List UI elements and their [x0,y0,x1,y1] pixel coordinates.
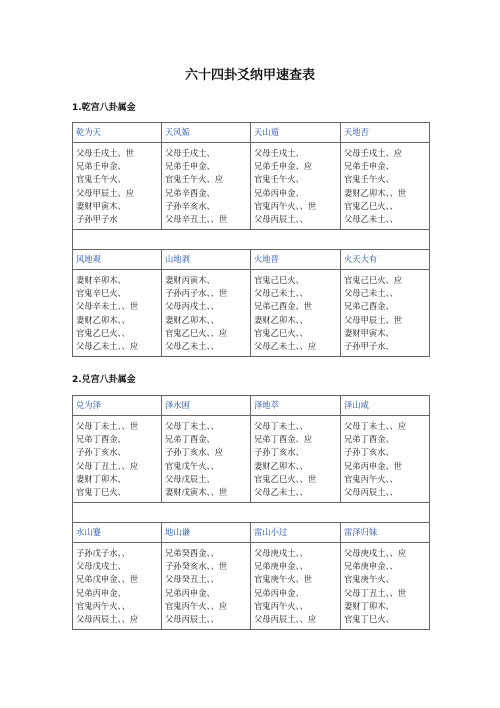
spacer-cell [73,230,430,250]
yao-line: 父母丙辰土、、 [165,614,219,625]
yao-line: 官鬼乙巳火、、 [344,200,398,211]
yao-line: 妻财辛卯木、 [76,275,126,285]
yao-line: 官鬼庚午火、 [344,574,394,585]
yao-line: 父母丙辰土、、应 [254,614,317,625]
hexagram-name: 水山蹇 [73,523,162,543]
yao-line: 父母庚戌土、、应 [344,548,407,558]
yao-line: 兄弟丙申金、世 [344,460,403,471]
yao-line: 子孙丁亥水、 [76,447,126,458]
yao-line: 官鬼壬午火、 [254,174,304,185]
yao-line: 官鬼乙巳火、、应 [165,327,228,338]
yao-line: 父母甲辰土、应 [76,187,135,198]
yao-line: 父母辛未土、、世 [76,301,139,312]
yao-line: 子孙丁亥水、 [254,447,304,458]
yao-line: 官鬼丙午火、、 [344,473,398,484]
hexagram-name: 雷山小过 [251,523,341,543]
yao-line: 父母丙辰土、、 [344,487,398,498]
yao-line: 兄弟丁酉金、 [76,434,126,445]
hexagram-name: 天风姤 [162,123,251,143]
yao-line: 子孙丁亥水、应 [165,447,224,458]
yao-line: 官鬼辛巳火、 [76,288,126,299]
yao-line: 官鬼己巳火、 [254,275,304,285]
yao-line: 父母庚戌土、、 [254,548,308,558]
hexagram-name-row [73,123,430,143]
spacer-cell [73,503,430,523]
yao-line: 官鬼戊午火、、 [165,460,219,471]
yao-line: 父母己未土、、 [344,288,398,299]
spacer-row [73,230,430,250]
hexagram-lines [162,416,251,503]
hexagram-table-dui [72,395,430,630]
yao-line: 官鬼丙午火、、应 [165,600,228,611]
yao-line: 父母癸丑土、、 [165,574,219,585]
yao-line: 妻财戊寅木、、世 [165,487,228,498]
yao-line: 兄弟丁酉金、应 [254,434,313,445]
yao-line: 官鬼壬午火、应 [165,174,224,185]
hexagram-lines [162,543,251,630]
hexagram-name: 山地剥 [162,250,251,270]
yao-line: 父母丁未土、、 [165,421,219,431]
hexagram-lines-row [73,543,430,630]
yao-line: 兄弟丁酉金、 [165,434,215,445]
yao-line: 妻财丁卯木、 [76,473,126,484]
hexagram-name: 天地否 [341,123,430,143]
yao-line: 父母乙未土、、 [254,487,308,498]
hexagram-lines [341,270,430,357]
section-heading: 2.兑宫八卦属金 [72,375,136,385]
yao-line: 兄弟丙申金、 [254,587,304,598]
yao-line: 父母乙未土、、 [344,214,398,225]
hexagram-name: 风地观 [73,250,162,270]
hexagram-name: 雷泽归妹 [341,523,430,543]
yao-line: 妻财乙卯木、、 [165,314,219,325]
yao-line: 兄弟丙申金、 [76,587,126,598]
hexagram-name: 泽山咸 [341,396,430,416]
hexagram-name: 天山遁 [251,123,341,143]
yao-line: 父母壬戌土、世 [76,148,135,158]
yao-line: 父母壬戌土、 [254,148,304,158]
page-title: 六十四卦爻纳甲速查表 [184,68,315,83]
yao-line: 子孙丙子水、、世 [165,288,228,299]
hexagram-name: 兑为泽 [73,396,162,416]
yao-line: 父母乙未土、、应 [76,341,139,352]
yao-line: 子孙丁亥水、 [344,447,394,458]
yao-line: 官鬼丁巳火、 [344,614,394,625]
hexagram-lines [251,270,341,357]
hexagram-name: 火地晋 [251,250,341,270]
yao-line: 子孙甲子水 [76,214,118,225]
yao-line: 妻财乙卯木、、 [76,314,130,325]
yao-line: 妻财甲寅木、 [344,327,394,338]
yao-line: 父母壬戌土、 [165,148,215,158]
hexagram-lines-row [73,143,430,230]
yao-line: 官鬼壬午火、 [344,174,394,185]
yao-line: 父母乙未土、、 [165,341,219,352]
yao-line: 父母丙戌土、、 [165,301,219,312]
yao-line: 兄弟壬申金、应 [254,161,313,172]
yao-line: 兄弟戊申金、、世 [76,574,139,585]
hexagram-lines [251,416,341,503]
yao-line: 官鬼丙午火、、 [76,600,130,611]
yao-line: 父母辛丑土、、世 [165,214,228,225]
hexagram-lines [341,143,430,230]
yao-line: 父母丁未土、、 [254,421,308,431]
yao-line: 官鬼丁巳火、 [76,487,126,498]
yao-line: 官鬼己巳火、应 [344,275,403,285]
yao-line: 妻财丙寅木、 [165,275,215,285]
hexagram-lines [251,543,341,630]
hexagram-name: 泽水困 [162,396,251,416]
yao-line: 妻财甲寅木、 [76,200,126,211]
yao-line: 官鬼壬午火、 [76,174,126,185]
yao-line: 妻财乙卯木、、世 [344,187,407,198]
yao-line: 父母丙辰土、、应 [76,614,139,625]
yao-line: 父母丁丑土、、应 [76,460,139,471]
spacer-row [73,503,430,523]
hexagram-name-row [73,523,430,543]
hexagram-lines [341,543,430,630]
yao-line: 父母丁丑土、、世 [344,587,407,598]
yao-line: 兄弟丁酉金、 [344,434,394,445]
yao-line: 父母戊戌土、 [76,561,126,572]
yao-line: 父母戊辰土、 [165,473,215,484]
hexagram-lines [73,270,162,357]
yao-line: 子孙辛亥水、 [165,200,215,211]
yao-line: 妻财乙卯木、、 [254,314,308,325]
hexagram-lines [73,543,162,630]
yao-line: 父母己未土、、 [254,288,308,299]
yao-line: 父母丙辰土、、 [254,214,308,225]
hexagram-lines-row [73,416,430,503]
hexagram-name-row [73,250,430,270]
yao-line: 子孙戊子水、、 [76,548,130,558]
yao-line: 官鬼乙巳火、、 [76,327,130,338]
yao-line: 官鬼乙巳火、、 [254,327,308,338]
yao-line: 妻财乙卯木、、 [254,460,308,471]
yao-line: 父母乙未土、、应 [254,341,317,352]
hexagram-name: 火天大有 [341,250,430,270]
yao-line: 官鬼丙午火、、世 [254,200,317,211]
hexagram-lines [341,416,430,503]
hexagram-lines [162,270,251,357]
hexagram-name: 乾为天 [73,123,162,143]
yao-line: 兄弟己酉金、世 [254,301,313,312]
yao-line: 父母壬戌土、应 [344,148,403,158]
yao-line: 兄弟壬申金、 [76,161,126,172]
hexagram-lines [251,143,341,230]
hexagram-table-qian [72,122,430,357]
yao-line: 兄弟丙申金、 [254,187,304,198]
yao-line: 兄弟壬申金、 [344,161,394,172]
hexagram-name: 泽地萃 [251,396,341,416]
yao-line: 兄弟庚申金、、 [344,561,398,572]
yao-line: 兄弟癸酉金、、 [165,548,219,558]
yao-line: 子孙癸亥水、、世 [165,561,228,572]
yao-line: 官鬼庚午火、世 [254,574,313,585]
yao-line: 父母甲辰土、世 [344,314,403,325]
yao-line: 兄弟壬申金、 [165,161,215,172]
hexagram-lines [73,143,162,230]
hexagram-lines [73,416,162,503]
yao-line: 子孙甲子水、 [344,341,394,352]
yao-line: 兄弟辛酉金、 [165,187,215,198]
yao-line: 官鬼乙巳火、、世 [254,473,317,484]
yao-line: 妻财丁卯木、 [344,600,394,611]
hexagram-name-row [73,396,430,416]
yao-line: 父母丁未土、、世 [76,421,139,431]
yao-line: 兄弟己酉金、 [344,301,394,312]
hexagram-name: 地山谦 [162,523,251,543]
yao-line: 兄弟庚申金、、 [254,561,308,572]
hexagram-lines-row [73,270,430,357]
hexagram-lines [162,143,251,230]
yao-line: 父母丁未土、、应 [344,421,407,431]
section-heading: 1.乾宫八卦属金 [72,103,136,113]
yao-line: 官鬼丙午火、、 [254,600,308,611]
yao-line: 兄弟丙申金、 [165,587,215,598]
